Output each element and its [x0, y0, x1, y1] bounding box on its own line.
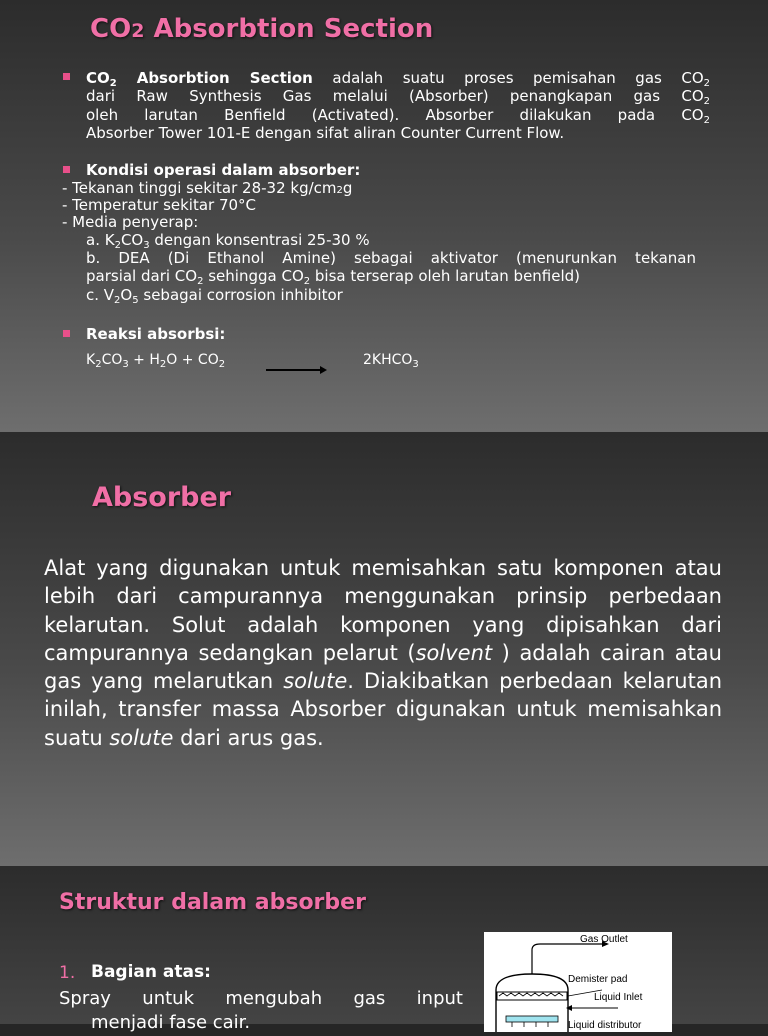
item-line1: Spray untuk mengubah gas input	[59, 988, 463, 1009]
absorber-structure-diagram	[484, 932, 672, 1032]
item-number: 1.	[59, 963, 76, 983]
intro-line-4: Absorber Tower 101-E dengan sifat aliran Counter Current Flow.	[86, 124, 565, 142]
media-c: c. $V_2O_5$ sebagai corrosion inhibitor	[86, 286, 343, 306]
slide1-title: CO2 Absorbtion Section	[90, 14, 434, 44]
bullet-reaksi	[63, 330, 70, 337]
intro-line-2: dari Raw Synthesis Gas melalui (Absorber) penangkapan gas $CO_2$	[86, 87, 710, 107]
intro-line-3: oleh larutan Benfield (Activated). Absorber dilakukan pada $CO_2$	[86, 106, 710, 126]
item-heading: Bagian atas:	[91, 962, 211, 982]
slide2-title: Absorber	[92, 482, 232, 513]
media-b-line1: b. DEA (Di Ethanol Amine) sebagai aktivator (menurunkan tekanan	[86, 249, 696, 267]
slide-absorber	[0, 432, 768, 866]
absorber-tower-drawing	[484, 932, 672, 1032]
gas-outlet-label: Gas Outlet	[580, 934, 628, 945]
slide-struktur-absorber	[0, 866, 768, 1033]
bullet-intro	[63, 73, 70, 80]
slide-co2-absorption	[0, 0, 768, 432]
reaksi-heading: Reaksi absorbsi:	[86, 325, 226, 343]
kondisi-heading: Kondisi operasi dalam absorber:	[86, 161, 361, 179]
bullet-kondisi	[63, 166, 70, 173]
absorber-definition: Alat yang digunakan untuk memisahkan satu komponen atau lebih dari campurannya menggunakan prinsip perbedaan kelarutan. Solut adalah komponen yang dipisahkan dari campurannya sedangkan pelarut (solvent ) adalah cairan atau gas yang melarutkan solute. Diakibatkan perbedaan kelarutan inilah, transfer massa Absorber digunakan untuk memisahkan suatu solute dari arus gas.	[44, 556, 722, 750]
item-line2: menjadi fase cair.	[91, 1012, 251, 1033]
media-a: a. $K_2CO_3$ dengan konsentrasi 25-30 %	[86, 231, 370, 251]
liquid-inlet-label: Liquid Inlet	[594, 992, 643, 1003]
intro-line-1: $CO_2$ Absorbtion Section adalah suatu proses pemisahan gas $CO_2$	[86, 69, 710, 89]
reaction-arrow-icon	[266, 364, 328, 376]
reaction-product: $2KHCO_3$	[363, 352, 419, 370]
kondisi-media: - Media penyerap:	[62, 213, 199, 231]
media-b-line2: parsial dari $CO_2$ sehingga $CO_2$ bisa terserap oleh larutan benfield)	[86, 267, 581, 287]
reaction-reactants: $K_2CO_3 + H_2O + CO_2$	[86, 352, 226, 370]
demister-pad-label: Demister pad	[568, 974, 628, 985]
kondisi-tekanan: - Tekanan tinggi sekitar 28-32 kg/cm2g	[62, 179, 353, 197]
liquid-distributor-label: Liquid distributor	[568, 1020, 642, 1031]
kondisi-temperatur: - Temperatur sekitar 70°C	[62, 196, 257, 214]
slide3-title: Struktur dalam absorber	[59, 890, 366, 915]
